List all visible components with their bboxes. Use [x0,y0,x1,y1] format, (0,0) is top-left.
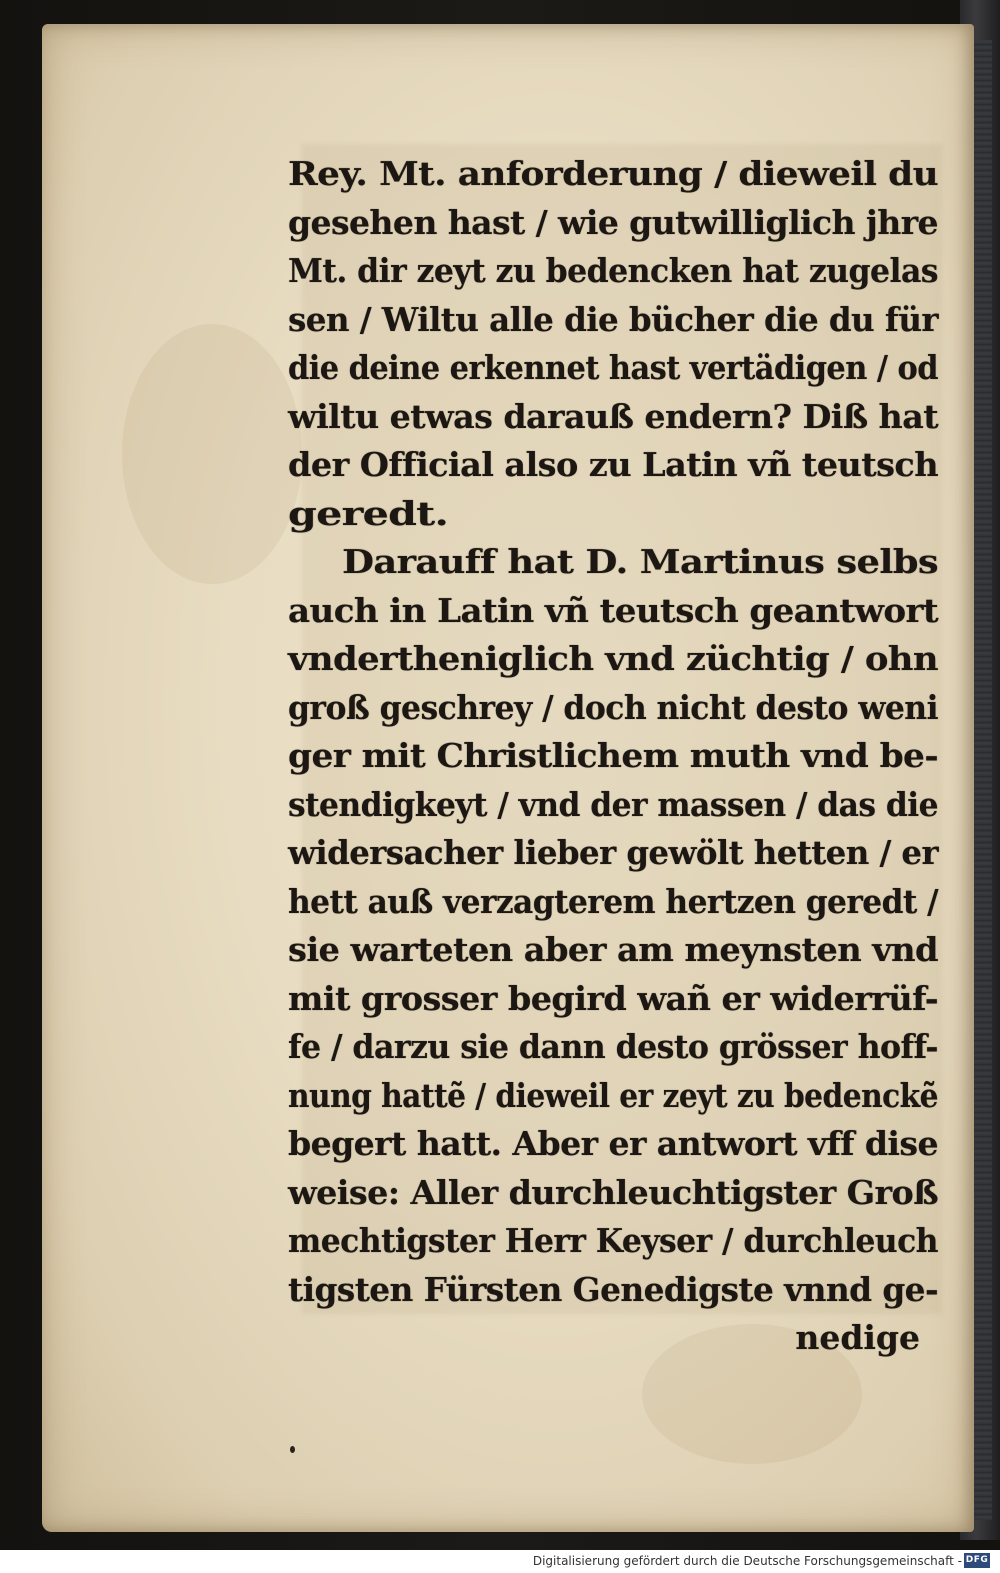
text-line: nung hattẽ / dieweil er zeyt zu bedenckẽ [288,1075,938,1115]
text-line: gesehen hast / wie gutwilliglich jhre [288,202,938,242]
text-line: Rey. Mt. anforderung / dieweil du [288,154,938,193]
text-line: Mt. dir zeyt zu bedencken hat zugelas [288,251,938,290]
text-line: begert hatt. Aber er antwort vff dise [288,1124,938,1163]
dfg-logo: DFG [964,1553,990,1568]
paragraph-start-line: Darauff hat D. Martinus selbs [342,542,938,581]
text-line: der Official also zu Latin vñ teutsch [288,445,938,484]
text-line: tigsten Fürsten Genedigste vnnd ge- [288,1269,938,1309]
ink-speck [290,1446,295,1453]
text-line: ger mit Christlichem muth vnd be- [288,736,938,775]
funding-credit: Digitalisierung gefördert durch die Deutsche Forschungsgemeinschaft - [532,1554,962,1568]
text-line: auch in Latin vñ teutsch geantwort [288,590,938,630]
text-line: die deine erkennet hast vertädigen / od [288,348,938,387]
text-line: widersacher lieber gewölt hetten / er [288,833,938,872]
body-text [288,150,948,1362]
text-line: weise: Aller durchleuchtigster Groß [288,1172,939,1212]
text-line: stendigkeyt / vnd der massen / das die [288,784,938,824]
catchword: nedige [795,1318,920,1357]
text-line: wiltu etwas darauß endern? Diß hat [288,396,938,436]
text-line: hett auß verzagterem hertzen geredt / [288,881,938,921]
text-line: fe / darzu sie dann desto grösser hoff- [288,1027,938,1066]
text-line: mit grosser begird wañ er widerrüf- [288,978,938,1018]
text-line: groß geschrey / doch nicht desto weni [288,687,938,727]
text-line: sen / Wiltu alle die bücher die du für [288,299,938,339]
text-line: geredt. [288,493,449,533]
text-line: sie warteten aber am meynsten vnd [288,930,939,969]
text-line: mechtigster Herr Keyser / durchleuch [288,1221,938,1260]
text-line: vndertheniglich vnd züchtig / ohn [288,639,938,678]
paper-stain [122,324,302,584]
